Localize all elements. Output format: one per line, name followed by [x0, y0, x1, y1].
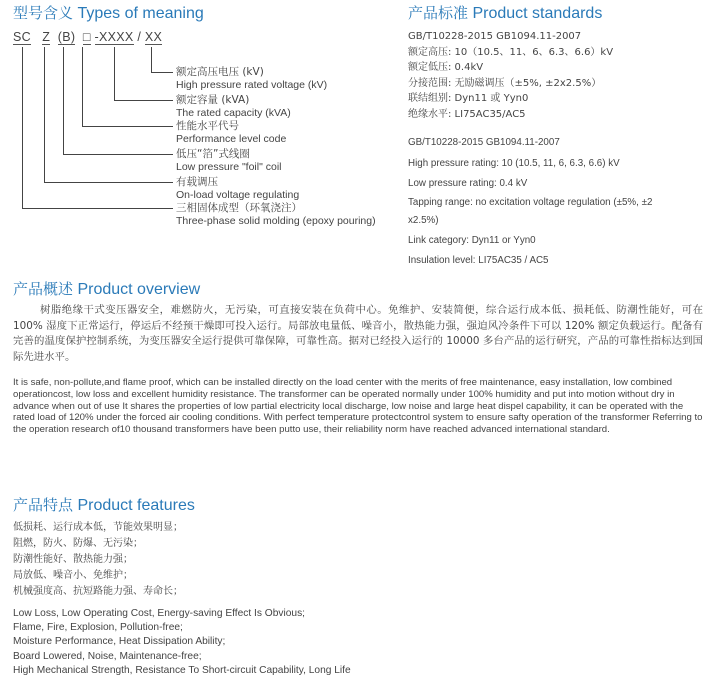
code-z: Z: [42, 30, 51, 44]
bracket-line: [114, 100, 173, 101]
bracket-line: [82, 47, 83, 127]
label-en: The rated capacity (kVA): [176, 107, 291, 119]
heading-en: Product overview: [77, 281, 201, 298]
label-capacity: [176, 94, 291, 120]
label-three-phase: [176, 202, 376, 228]
label-en: On-load voltage regulating: [176, 189, 300, 201]
product-overview-heading: [13, 278, 200, 299]
bracket-line: [22, 208, 173, 209]
product-features-heading: [13, 494, 195, 515]
label-en: Performance level code: [176, 133, 287, 145]
standard-line: 分接范围: 无励磁调压（±5%, ±2x2.5%）: [408, 77, 602, 89]
model-code: [13, 30, 162, 45]
label-en: Three-phase solid molding (epoxy pouring): [176, 215, 376, 227]
product-standards-heading: [408, 2, 602, 23]
heading-en: Types of meaning: [77, 5, 204, 22]
label-voltage: [176, 66, 327, 92]
heading-en: Product standards: [472, 5, 603, 22]
standard-line: GB/T10228-2015 GB1094.11-2007: [408, 31, 582, 42]
heading-zh: 产品概述: [13, 280, 74, 298]
label-zh: 三相固体成型（环氧浇注）: [176, 202, 302, 214]
features-en-list: [13, 607, 351, 678]
code-b: (B): [57, 30, 76, 44]
feature-item: Board Lowered, Noise, Maintenance-free;: [13, 650, 202, 662]
bracket-line: [151, 47, 152, 73]
feature-item: Moisture Performance, Heat Dissipation Ability;: [13, 636, 226, 648]
heading-en: Product features: [77, 497, 195, 514]
standard-line: Link category: Dyn11 or Yyn0: [408, 234, 536, 246]
bracket-line: [22, 47, 23, 209]
label-zh: 额定高压电压 (kV): [176, 66, 264, 78]
overview-text-zh: 树脂绝缘干式变压器安全，难燃防火，无污染，可直接安装在负荷中心。免维护、安装简便，综合运行成本低、损耗低、防潮性能好，可在 100% 湿度下正常运行，停运后不经预干燥即可投入运行。局部放电量低、噪音小，散热能力强，强迫风冷条件下可以 120% 额定负载运行。配备有完善的温度保护控制系统，为变压器安全运行提供可靠保障，可靠性高。据对已经投入运行的 10000 多台产品的运行研究，产品的可靠性指标达到国际先进水平。: [13, 304, 703, 363]
feature-item: Low Loss, Low Operating Cost, Energy-saving Effect Is Obvious;: [13, 608, 305, 619]
standard-line: 绝缘水平: LI75AC35/AC5: [408, 108, 526, 120]
bracket-line: [114, 47, 115, 101]
bracket-line: [63, 154, 173, 155]
feature-item: Flame, Fire, Explosion, Pollution-free;: [13, 622, 183, 634]
overview-text-en: It is safe, non-pollute,and flame proof, which can be installed directly on the load center with the merits of free maintenance, easy installation, low combined operationcost, low loss and excellent humidity resistance. The transformer can be operated normally under 100% humidity and put into motion without dry in advance when out of use It shares the properties of low partial electricity local discharge, low noise and large heat dispel capability, it can be operated with the rated load of 120% under the forced air cooling conditions. With perfect temperature protectcontrol system to ensure safty operation of the transformer Referring to the operation research of10 thousand transformers have been putto use, their reliability norm have reached advanced international standard.: [13, 377, 703, 436]
label-foil-coil: [176, 148, 282, 174]
heading-zh: 产品标准: [408, 4, 469, 22]
bracket-line: [63, 47, 64, 155]
heading-zh: 型号含义: [13, 4, 74, 22]
label-zh: 低压“箔”式线圈: [176, 148, 250, 160]
standard-line: 额定高压: 10（10.5、11、6、6.3、6.6）kV: [408, 46, 614, 58]
feature-item: 局放低、噪音小、免维护；: [13, 570, 133, 581]
feature-item: 防潮性能好、散热能力强；: [13, 554, 133, 565]
label-zh: 额定容量 (kVA): [176, 94, 250, 106]
heading-zh: 产品特点: [13, 496, 74, 514]
feature-item: 机械强度高、抗短路能力强、寿命长；: [13, 586, 183, 597]
label-en: Low pressure "foil" coil: [176, 161, 282, 173]
label-zh: 有载调压: [176, 176, 218, 188]
code-sc: SC: [13, 30, 31, 44]
bracket-line: [44, 182, 173, 183]
standard-line: Low pressure rating: 0.4 kV: [408, 178, 528, 189]
standard-line: Insulation level: LI75AC35 / AC5: [408, 255, 549, 266]
label-zh: 性能水平代号: [176, 120, 239, 132]
standard-line: 额定低压: 0.4kV: [408, 62, 484, 73]
bracket-line: [82, 126, 173, 127]
standard-line: Tapping range: no excitation voltage regulation (±5%, ±2: [408, 196, 653, 208]
bracket-line: [151, 72, 173, 73]
code-box: □: [82, 30, 91, 44]
label-performance: [176, 120, 286, 146]
bracket-line: [44, 47, 45, 183]
feature-item: 低损耗、运行成本低，节能效果明显；: [13, 522, 183, 533]
standard-line: GB/T10228-2015 GB1094.11-2007: [408, 137, 560, 148]
standards-en-list: [408, 133, 652, 272]
label-on-load: [176, 176, 299, 202]
code-xx: XX: [144, 30, 163, 44]
standard-line: 联结组别: Dyn11 或 Yyn0: [408, 93, 529, 104]
features-zh-list: [13, 520, 183, 600]
label-en: High pressure rated voltage (kV): [176, 79, 328, 91]
types-of-meaning-heading: [13, 2, 204, 23]
standards-zh-list: [408, 29, 613, 122]
standard-line: High pressure rating: 10 (10.5, 11, 6, 6.3, 6.6) kV: [408, 157, 620, 169]
standard-line: x2.5%): [408, 214, 439, 226]
feature-item: 阻燃，防火、防爆、无污染；: [13, 538, 143, 549]
code-xxxx: -XXXX: [94, 30, 134, 44]
feature-item: High Mechanical Strength, Resistance To Short-circuit Capability, Long Life: [13, 664, 351, 676]
code-slash: /: [137, 30, 142, 44]
